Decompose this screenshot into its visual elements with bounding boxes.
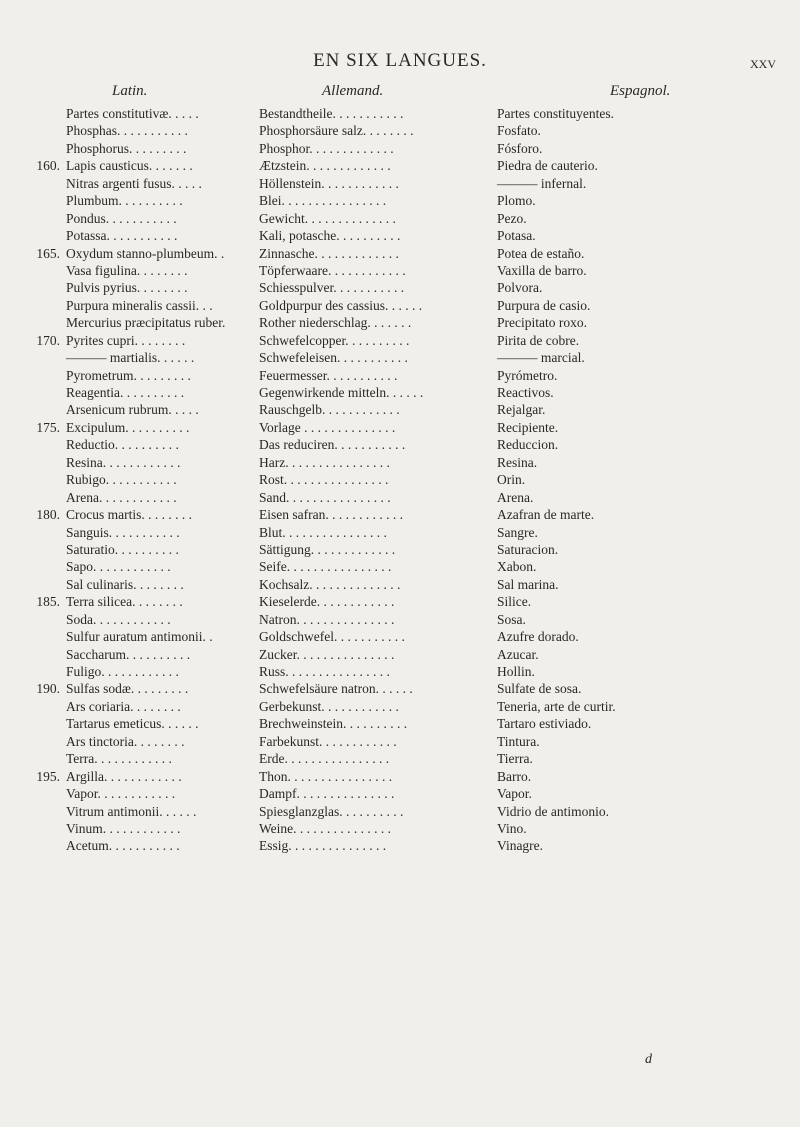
- german-term: Ætzstein. . . . . . . . . . . . .: [259, 158, 391, 174]
- latin-term: Nitras argenti fusus. . . . .: [66, 175, 202, 191]
- german-term: Dampf. . . . . . . . . . . . . . .: [259, 786, 395, 802]
- spanish-term: Teneria, arte de curtir.: [497, 698, 616, 714]
- latin-term: Resina. . . . . . . . . . . .: [66, 454, 181, 470]
- german-term: Zinnasche. . . . . . . . . . . . .: [259, 245, 399, 261]
- table-row: [0, 174, 800, 191]
- german-term: Farbekunst. . . . . . . . . . . .: [259, 733, 397, 749]
- spanish-term: Silice.: [497, 594, 532, 610]
- latin-term: ——— martialis. . . . . .: [66, 350, 195, 366]
- table-row: [0, 209, 800, 226]
- latin-term: Ars tinctoria. . . . . . . .: [66, 733, 185, 749]
- german-term: Eisen safran. . . . . . . . . . . .: [259, 507, 403, 523]
- latin-term: Sulfur auratum antimonii. .: [66, 629, 213, 645]
- german-term: Kali, potasche. . . . . . . . . .: [259, 228, 401, 244]
- table-row: [0, 732, 800, 749]
- table-row: [0, 156, 800, 173]
- spanish-term: Barro.: [497, 768, 532, 784]
- german-term: Schiesspulver. . . . . . . . . . .: [259, 280, 405, 296]
- latin-term: Pondus. . . . . . . . . . .: [66, 210, 177, 226]
- table-row: [0, 836, 800, 853]
- table-row: [0, 714, 800, 731]
- spanish-term: Resina.: [497, 454, 538, 470]
- spanish-term: Tierra.: [497, 751, 533, 767]
- table-row: [0, 679, 800, 696]
- page-number: XXV: [750, 57, 776, 71]
- spanish-term: Tartaro estiviado.: [497, 716, 592, 732]
- latin-term: Crocus martis. . . . . . . .: [66, 507, 192, 523]
- page-header: EN SIX LANGUES.: [313, 50, 487, 71]
- latin-term: Soda. . . . . . . . . . . .: [66, 611, 171, 627]
- table-row: [0, 400, 800, 417]
- german-term: Das reduciren. . . . . . . . . . .: [259, 437, 406, 453]
- table-row: [0, 121, 800, 138]
- german-term: Höllenstein. . . . . . . . . . . .: [259, 175, 399, 191]
- table-row: [0, 819, 800, 836]
- spanish-term: Reactivos.: [497, 385, 554, 400]
- table-row: [0, 540, 800, 557]
- spanish-term: Saturacion.: [497, 541, 559, 557]
- table-row: [0, 505, 800, 522]
- spanish-term: Sulfate de sosa.: [497, 681, 582, 697]
- latin-term: Sulfas sodæ. . . . . . . . .: [66, 681, 189, 697]
- spanish-term: Sosa.: [497, 611, 526, 627]
- german-term: Gerbekunst. . . . . . . . . . . .: [259, 698, 399, 714]
- german-term: Rother niederschlag. . . . . . .: [259, 315, 412, 331]
- german-term: Feuermesser. . . . . . . . . . .: [259, 367, 398, 383]
- german-term: Töpferwaare. . . . . . . . . . . .: [259, 262, 406, 278]
- table-row: [0, 645, 800, 662]
- spanish-term: Pyrómetro.: [497, 367, 558, 383]
- table-row: [0, 697, 800, 714]
- latin-term: Potassa. . . . . . . . . . .: [66, 228, 178, 244]
- latin-term: Plumbum. . . . . . . . . .: [66, 193, 183, 209]
- spanish-term: Potasa.: [497, 228, 536, 244]
- latin-term: Phosphorus. . . . . . . . .: [66, 140, 187, 156]
- latin-term: Terra silicea. . . . . . . .: [66, 594, 183, 610]
- spanish-term: Tintura.: [497, 733, 540, 749]
- latin-term: Pulvis pyrius. . . . . . . .: [66, 280, 188, 296]
- spanish-term: Sal marina.: [497, 576, 559, 592]
- german-term: Russ. . . . . . . . . . . . . . . .: [259, 664, 390, 679]
- german-term: Schwefelsäure natron. . . . . .: [259, 681, 413, 697]
- table-row: [0, 802, 800, 819]
- latin-term: Vinum. . . . . . . . . . . .: [66, 820, 181, 836]
- spanish-term: ——— marcial.: [497, 350, 585, 366]
- german-term: Gewicht. . . . . . . . . . . . . .: [259, 210, 396, 226]
- spanish-term: Pezo.: [497, 210, 527, 226]
- entry-number: 175.: [36, 419, 60, 435]
- german-term: Thon. . . . . . . . . . . . . . . .: [259, 768, 393, 784]
- vocabulary-table: [0, 104, 800, 854]
- table-row: [0, 418, 800, 435]
- table-row: [0, 331, 800, 348]
- column-header-allemand: Allemand.: [322, 83, 384, 99]
- spanish-term: ——— infernal.: [497, 175, 587, 191]
- table-row: [0, 488, 800, 505]
- latin-term: Mercurius præcipitatus ruber.: [66, 315, 226, 331]
- spanish-term: Partes constituyentes.: [497, 106, 614, 121]
- german-term: Zucker. . . . . . . . . . . . . . .: [259, 646, 395, 662]
- german-term: Goldpurpur des cassius. . . . . .: [259, 297, 423, 313]
- table-row: [0, 296, 800, 313]
- german-term: Spiesglanzglas. . . . . . . . . .: [259, 803, 404, 819]
- spanish-term: Azafran de marte.: [497, 507, 595, 523]
- latin-term: Vasa figulina. . . . . . . .: [66, 262, 188, 278]
- latin-term: Pyrometrum. . . . . . . . .: [66, 367, 191, 383]
- table-row: [0, 226, 800, 243]
- german-term: Phosphor. . . . . . . . . . . . .: [259, 140, 394, 156]
- spanish-term: Purpura de casio.: [497, 297, 591, 313]
- spanish-term: Fósforo.: [497, 140, 543, 156]
- column-header-latin: Latin.: [112, 83, 148, 99]
- table-row: [0, 575, 800, 592]
- german-term: Blei. . . . . . . . . . . . . . . .: [259, 193, 387, 209]
- latin-term: Arena. . . . . . . . . . . .: [66, 489, 177, 505]
- signature-mark: d: [645, 1052, 652, 1067]
- table-row: [0, 366, 800, 383]
- entry-number: 185.: [36, 594, 60, 610]
- column-header-espagnol: Espagnol.: [610, 83, 671, 99]
- spanish-term: Arena.: [497, 489, 534, 505]
- german-term: Natron. . . . . . . . . . . . . . .: [259, 611, 395, 627]
- german-term: Erde. . . . . . . . . . . . . . . .: [259, 751, 390, 767]
- spanish-term: Vidrio de antimonio.: [497, 803, 610, 819]
- german-term: Kieselerde. . . . . . . . . . . .: [259, 594, 395, 610]
- table-row: [0, 470, 800, 487]
- latin-term: Reagentia. . . . . . . . . .: [66, 385, 185, 400]
- spanish-term: Azucar.: [497, 646, 539, 662]
- latin-term: Acetum. . . . . . . . . . .: [66, 838, 180, 854]
- german-term: Rost. . . . . . . . . . . . . . . .: [259, 472, 389, 488]
- table-row: [0, 453, 800, 470]
- latin-term: Saccharum. . . . . . . . . .: [66, 646, 191, 662]
- latin-term: Vapor. . . . . . . . . . . .: [66, 786, 176, 802]
- german-term: Weine. . . . . . . . . . . . . . .: [259, 820, 392, 836]
- latin-term: Fuligo. . . . . . . . . . . .: [66, 664, 179, 679]
- german-term: Blut. . . . . . . . . . . . . . . .: [259, 524, 387, 540]
- table-row: [0, 104, 800, 121]
- latin-term: Purpura mineralis cassii. . .: [66, 297, 213, 313]
- german-term: Essig. . . . . . . . . . . . . . .: [259, 838, 387, 854]
- table-row: [0, 348, 800, 365]
- entry-number: 190.: [36, 681, 60, 697]
- latin-term: Sanguis. . . . . . . . . . .: [66, 524, 180, 540]
- latin-term: Sal culinaris. . . . . . . .: [66, 576, 184, 592]
- spanish-term: Hollin.: [497, 664, 535, 679]
- spanish-term: Fosfato.: [497, 123, 541, 139]
- spanish-term: Pirita de cobre.: [497, 332, 580, 348]
- spanish-term: Sangre.: [497, 524, 538, 540]
- spanish-term: Vinagre.: [497, 838, 544, 854]
- german-term: Vorlage . . . . . . . . . . . . . .: [259, 419, 396, 435]
- spanish-term: Plomo.: [497, 193, 536, 209]
- table-row: [0, 435, 800, 452]
- german-term: Goldschwefel. . . . . . . . . . .: [259, 629, 405, 645]
- table-row: [0, 313, 800, 330]
- spanish-term: Azufre dorado.: [497, 629, 579, 645]
- entry-number: 165.: [36, 245, 60, 261]
- entry-number: 195.: [36, 768, 60, 784]
- latin-term: Oxydum stanno-plumbeum. .: [66, 245, 225, 261]
- spanish-term: Recipiente.: [497, 419, 559, 435]
- german-term: Rauschgelb. . . . . . . . . . . .: [259, 402, 400, 418]
- table-row: [0, 662, 800, 679]
- latin-term: Sapo. . . . . . . . . . . .: [66, 559, 171, 575]
- spanish-term: Piedra de cauterio.: [497, 158, 598, 174]
- table-row: [0, 191, 800, 208]
- german-term: Bestandtheile. . . . . . . . . . .: [259, 106, 404, 121]
- latin-term: Rubigo. . . . . . . . . . .: [66, 472, 177, 488]
- table-row: [0, 139, 800, 156]
- entry-number: 180.: [36, 507, 60, 523]
- latin-term: Argilla. . . . . . . . . . . .: [66, 768, 182, 784]
- latin-term: Lapis causticus. . . . . . .: [66, 158, 193, 174]
- table-row: [0, 610, 800, 627]
- table-row: [0, 627, 800, 644]
- table-row: [0, 383, 800, 400]
- latin-term: Terra. . . . . . . . . . . .: [66, 751, 172, 767]
- german-term: Kochsalz. . . . . . . . . . . . . .: [259, 576, 401, 592]
- table-row: [0, 784, 800, 801]
- latin-term: Reductio. . . . . . . . . .: [66, 437, 179, 453]
- table-row: [0, 557, 800, 574]
- spanish-term: Vaxilla de barro.: [497, 262, 587, 278]
- table-row: [0, 592, 800, 609]
- german-term: Sand. . . . . . . . . . . . . . . .: [259, 489, 391, 505]
- spanish-term: Orin.: [497, 472, 526, 488]
- german-term: Brechweinstein. . . . . . . . . .: [259, 716, 408, 732]
- german-term: Seife. . . . . . . . . . . . . . . .: [259, 559, 392, 575]
- spanish-term: Vino.: [497, 820, 527, 836]
- spanish-term: Reduccion.: [497, 437, 559, 453]
- german-term: Gegenwirkende mitteln. . . . . .: [259, 385, 424, 400]
- german-term: Phosphorsäure salz. . . . . . . .: [259, 123, 414, 139]
- latin-term: Arsenicum rubrum. . . . .: [66, 402, 199, 418]
- spanish-term: Rejalgar.: [497, 402, 546, 418]
- table-row: [0, 278, 800, 295]
- table-row: [0, 523, 800, 540]
- spanish-term: Xabon.: [497, 559, 537, 575]
- table-row: [0, 261, 800, 278]
- table-row: [0, 767, 800, 784]
- entry-number: 170.: [36, 332, 60, 348]
- latin-term: Excipulum. . . . . . . . . .: [66, 419, 190, 435]
- table-row: [0, 749, 800, 766]
- spanish-term: Polvora.: [497, 280, 543, 296]
- german-term: Schwefelcopper. . . . . . . . . .: [259, 332, 410, 348]
- spanish-term: Precipitato roxo.: [497, 315, 587, 331]
- spanish-term: Vapor.: [497, 786, 532, 802]
- german-term: Harz. . . . . . . . . . . . . . . .: [259, 454, 390, 470]
- latin-term: Tartarus emeticus. . . . . .: [66, 716, 199, 732]
- latin-term: Phosphas. . . . . . . . . . .: [66, 123, 188, 139]
- latin-term: Saturatio. . . . . . . . . .: [66, 541, 179, 557]
- latin-term: Ars coriaria. . . . . . . .: [66, 698, 181, 714]
- german-term: Sättigung. . . . . . . . . . . . .: [259, 541, 396, 557]
- entry-number: 160.: [36, 158, 60, 174]
- latin-term: Pyrites cupri. . . . . . . .: [66, 332, 186, 348]
- latin-term: Vitrum antimonii. . . . . .: [66, 803, 197, 819]
- table-row: [0, 244, 800, 261]
- german-term: Schwefeleisen. . . . . . . . . . .: [259, 350, 408, 366]
- latin-term: Partes constitutivæ. . . . .: [66, 106, 199, 121]
- spanish-term: Potea de estaño.: [497, 245, 585, 261]
